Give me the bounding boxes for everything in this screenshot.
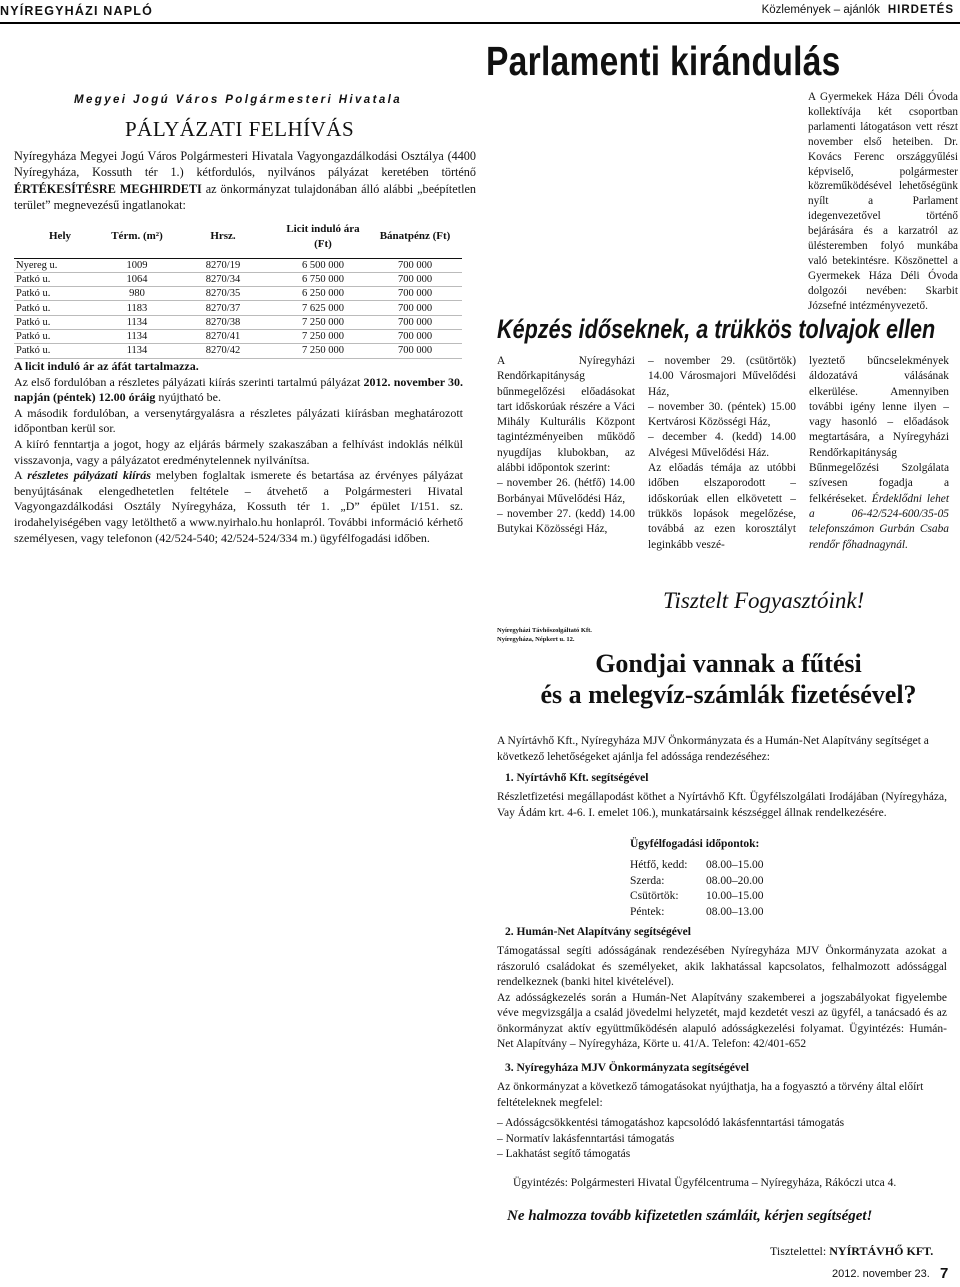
paper-name: NYÍREGYHÁZI NAPLÓ	[0, 4, 154, 18]
property-row	[14, 287, 462, 301]
second-round-note: A második fordulóban, a versenytárgyalásra a részletes pályázati kiírásban meghatározott időpontban kerül sor.	[14, 405, 463, 436]
cell-deposit: 700 000	[368, 329, 462, 343]
tender-notes	[14, 359, 463, 546]
support-list-item: – Lakhatást segítő támogatás	[497, 1148, 631, 1160]
ad-section-2-heading: 2. Humán-Net Alapítvány segítségével	[505, 926, 691, 938]
withdrawal-note: A kiíró fenntartja a jogot, hogy az eljárás bármely szakaszában a felhívást indoklás nélkül visszavonja, vagy a pályázatot eredménytelennek nyilvánítsa.	[14, 436, 463, 467]
office-hours-table	[630, 858, 764, 920]
cell-deposit: 700 000	[368, 258, 462, 272]
tender-title: PÁLYÁZATI FELHÍVÁS	[125, 117, 355, 141]
ad-section-3-text: Az önkormányzat a következő támogatásokat nyújthatja, ha a fogyasztó a törvény által előírt feltételeknek megfelel:	[497, 1081, 924, 1109]
training-date-item: – november 30. (péntek) 15.00 Kertvárosi Közösségi Ház,	[648, 400, 796, 429]
cell-location: Patkó u.	[14, 315, 106, 329]
vat-note: A licit induló ár az áfát tartalmazza.	[14, 359, 199, 373]
ad-headline: Gondjai vannak a fűtési és a melegvíz-számlák fizetésével?	[540, 649, 917, 709]
trip-article-body: A Gyermekek Háza Déli Óvoda kollektívája két csoportban parlamenti látogatáson vett részt november első heteiben. Dr. Kovács Ferenc országgyűlési képviselő, polgármester közreműködésével lehetőségünk nyílt a Parlament idegenvezetővel történő bejárására és a karzatról az ülésteremben folyó munkába való betekintésre. Köszönettel a Gyermekek Háza Déli Óvoda dolgozói nevében: Skarbit Józsefné intézményvezető.	[808, 91, 958, 312]
cell-area: 1009	[106, 258, 168, 272]
ad-signature: Tisztelettel: NYÍRTÁVHŐ KFT.	[770, 1244, 934, 1258]
cell-area: 1134	[106, 344, 168, 358]
cell-deposit: 700 000	[368, 344, 462, 358]
ad-office-info: Ügyintézés: Polgármesteri Hivatal Ügyfélcentruma – Nyíregyháza, Rákóczi utca 4.	[513, 1177, 897, 1189]
office-hours-row: Péntek: 08.00–13.00	[630, 905, 764, 918]
cell-lot-number: 8270/42	[168, 344, 278, 358]
office-hours-row: Szerda: 08.00–20.00	[630, 874, 764, 887]
training-topic: Az előadás témája az utóbbi időben elszaporodott – időskorúak ellen elkövetett – trükkös lopások megelőzése, továbbá az ezen korosztályt leginkább veszé-	[648, 462, 796, 551]
office-hours-row: Hétfő, kedd: 08.00–15.00	[630, 859, 764, 871]
sender-name: Nyíregyházi Távhőszolgáltató Kft.	[497, 627, 592, 634]
training-date-item: – november 27. (kedd) 14.00 Butykai Közösségi Ház,	[497, 507, 635, 536]
cell-location: Patkó u.	[14, 287, 106, 301]
support-list-item: – Normatív lakásfenntartási támogatás	[497, 1132, 675, 1145]
cell-lot-number: 8270/37	[168, 301, 278, 315]
cell-starting-price: 7 250 000	[278, 344, 368, 358]
property-table-body	[14, 258, 462, 358]
cell-deposit: 700 000	[368, 301, 462, 315]
header-rule	[0, 22, 960, 24]
category-label: HIRDETÉS	[887, 4, 954, 16]
cell-area: 1183	[106, 301, 168, 315]
cell-starting-price: 7 250 000	[278, 329, 368, 343]
cell-lot-number: 8270/34	[168, 272, 278, 286]
cell-deposit: 700 000	[368, 287, 462, 301]
issue-date: 2012. november 23.	[832, 1268, 930, 1280]
cell-starting-price: 6 750 000	[278, 272, 368, 286]
cell-area: 980	[106, 287, 168, 301]
ad-section-3-heading: 3. Nyíregyháza MJV Önkormányzata segítségével	[505, 1062, 749, 1074]
cell-lot-number: 8270/19	[168, 258, 278, 272]
section-label	[762, 4, 954, 16]
training-date-item: – december 4. (kedd) 14.00 Alvégesi Művelődési Ház.	[648, 431, 796, 459]
col-header-price: Licit induló ára (Ft)	[278, 216, 368, 258]
sender-address: Nyíregyháza, Népkert u. 12.	[497, 636, 575, 643]
cell-area: 1134	[106, 315, 168, 329]
cell-area: 1064	[106, 272, 168, 286]
cell-location: Patkó u.	[14, 329, 106, 343]
cell-location: Nyereg u.	[14, 258, 106, 272]
ad-sender	[497, 626, 592, 644]
training-column-1	[497, 354, 635, 538]
property-row	[14, 272, 462, 286]
col-header-area: Térm. (m²)	[106, 216, 168, 258]
cell-deposit: 700 000	[368, 272, 462, 286]
cell-lot-number: 8270/35	[168, 287, 278, 301]
training-contact: lyeztető bűncselekmények áldozatává válásának elkerülése. Amennyiben további igény lenne ilyen – vagy hasonló – előadások megtartására, a Nyíregyházi Rendőrkapitányság Bűnmegelőzési Szolgálata szívesen fogadja a felkéréseket. Érdeklődni lehet a 06-42/524-600/35-05 telefonszámon Gurbán Csaba rendőr főhadnagynál.	[809, 355, 949, 551]
support-list	[497, 1116, 844, 1163]
office-hours-heading: Ügyfélfogadási időpontok:	[630, 838, 760, 850]
training-intro: A Nyíregyházi Rendőrkapitányság bűnmegelőzési előadásokat tart időskorúak részére a Váci Mihály Kulturális Központ tagintézményeiben működő nyugdíjas klubokban, az alábbi időpontok szerint:	[497, 355, 635, 475]
ad-section-1-text: Részletfizetési megállapodást köthet a Nyírtávhő Kft. Ügyfélszolgálati Irodájában (Nyíregyháza, Vay Ádám krt. 4-6. I. emelet 106.), munkatársaink készséggel állnak rendelkezésére.	[497, 791, 947, 819]
cell-location: Patkó u.	[14, 344, 106, 358]
cell-deposit: 700 000	[368, 315, 462, 329]
col-header-deposit: Bánatpénz (Ft)	[368, 216, 462, 258]
issuing-office: Megyei Jogú Város Polgármesteri Hivatala	[74, 94, 403, 106]
cell-starting-price: 7 625 000	[278, 301, 368, 315]
cell-location: Patkó u.	[14, 272, 106, 286]
col-header-lot: Hrsz.	[168, 216, 278, 258]
deadline-note: Az első fordulóban a részletes pályázati kiírás szerinti tartalmú pályázat 2012. november 30. napján (péntek) 12.00 óráig nyújtható be.	[14, 374, 463, 405]
support-list-item: – Adósságcsökkentési támogatáshoz kapcsolódó lakásfenntartási támogatás	[497, 1117, 845, 1129]
property-row	[14, 258, 462, 272]
trip-headline: Parlamenti kirándulás	[486, 38, 841, 84]
property-row	[14, 329, 462, 343]
training-column-2	[648, 354, 796, 553]
cell-starting-price: 7 250 000	[278, 315, 368, 329]
cell-area: 1134	[106, 329, 168, 343]
cell-starting-price: 6 250 000	[278, 287, 368, 301]
property-row	[14, 301, 462, 315]
tender-intro: Nyíregyháza Megyei Jogú Város Polgármesteri Hivatala Vagyongazdálkodási Osztálya (4400 Nyíregyháza, Kossuth tér 1.) kétfordulós, nyilvános pályázat keretében történő ÉRTÉKESÍTÉSRE MEGHIRDETI az önkormányzat tulajdonában álló alábbi „beépítetlen terület” megnevezésű ingatlanokat:	[14, 149, 476, 213]
property-row	[14, 344, 462, 358]
property-table-header	[14, 216, 462, 258]
cell-location: Patkó u.	[14, 301, 106, 315]
cell-starting-price: 6 500 000	[278, 258, 368, 272]
page-number: 7	[940, 1265, 949, 1282]
office-hours-row: Csütörtök: 10.00–15.00	[630, 890, 764, 902]
property-row	[14, 315, 462, 329]
ad-intro: A Nyírtávhő Kft., Nyíregyháza MJV Önkormányzata és a Humán-Net Alapítvány segítséget a következő lehetőségeket ajánlja fel adóssága rendezéséhez:	[497, 735, 929, 763]
cell-lot-number: 8270/41	[168, 329, 278, 343]
ad-greeting: Tisztelt Fogyasztóink!	[663, 588, 865, 613]
details-note: A részletes pályázati kiírás melyben foglaltak ismerete és betartása az érvényes pályázat benyújtásának elengedhetetlen feltétele – átvehető a Polgármesteri Hivatal Vagyongazdálkodási Osztály Nyíregyháza, Kossuth tér 1. „D” épület I/151. sz. irodahelyiségében vagy letölthető a www.nyirhalo.hu honlapról. További információ kérhető személyesen, vagy telefonon (42/524-540; 42/524-524/334 m.) ügyfélfogadási időben.	[14, 468, 463, 545]
col-header-location: Hely	[14, 216, 106, 258]
ad-section-1-heading: 1. Nyírtávhő Kft. segítségével	[505, 772, 649, 784]
training-date-item: – november 29. (csütörtök) 14.00 Városmajori Művelődési Ház,	[648, 355, 796, 398]
ad-section-2-text: Támogatással segíti adósságának rendezésében Nyíregyháza MJV Önkormányzata azokat a rászoruló családokat és személyeket, akik lakhatással kapcsolatos, felhalmozott adóssággal rendelkeznek (banki hitel kivételével). Az adósságkezelés során a Humán-Net Alapítvány szakemberei a jogszabályokat figyelembe véve megvizsgálja a család jövedelmi helyzetét, majd kezdetét veszi az ügyfél, a tanácsadó és az önkormányzat aktív együttműködésén alapuló adósságkezelési folyamat. Ügyintézés: Humán-Net Alapítvány – Nyíregyháza, Körte u. 41/A. Telefon: 42/401-652	[497, 945, 947, 1050]
training-date-item: – november 26. (hétfő) 14.00 Borbányai Művelődési Ház,	[497, 477, 635, 505]
training-headline: Képzés időseknek, a trükkös tolvajok ellen	[497, 314, 936, 344]
section-name: Közlemények – ajánlók	[761, 4, 880, 16]
property-table	[14, 216, 462, 359]
cell-lot-number: 8270/38	[168, 315, 278, 329]
training-column-3	[809, 354, 949, 553]
ad-closing: Ne halmozza tovább kifizetetlen számláit, kérjen segítséget!	[507, 1208, 873, 1224]
